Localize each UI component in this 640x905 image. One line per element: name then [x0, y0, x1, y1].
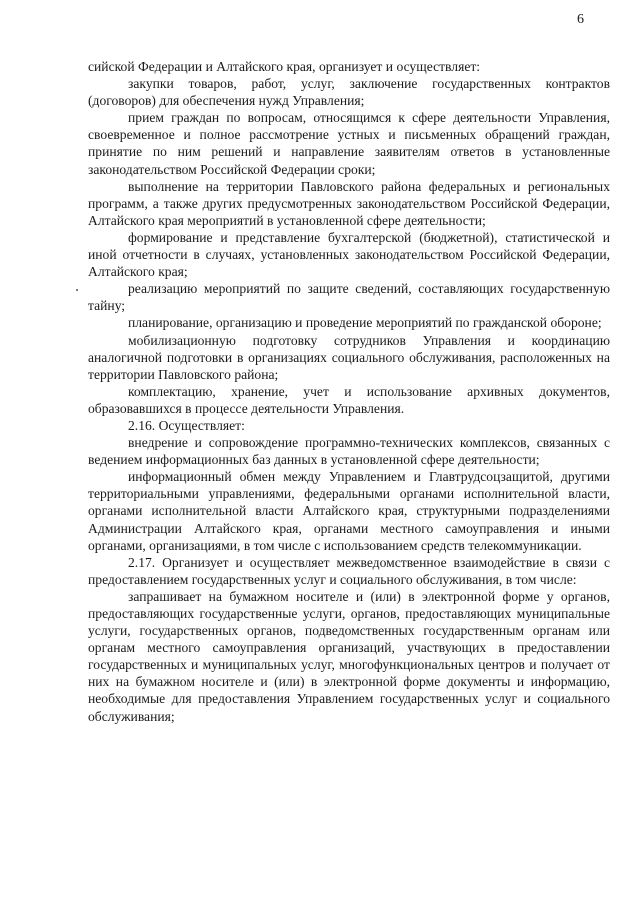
section-heading-2-16: 2.16. Осуществляет: [128, 417, 245, 433]
paragraph: реализацию мероприятий по защите сведений, составляющих государственную тайну; [88, 281, 610, 314]
paragraph: закупки товаров, работ, услуг, заключение государственных контрактов (договоров) для обеспечения нужд Управления; [88, 76, 610, 109]
paragraph: прием граждан по вопросам, относящимся к сфере деятельности Управления, своевременное и полное рассмотрение устных и письменных обращений граждан, принятие по ним решений и направление заявителям ответов в установленные законодательством Российской Федерации сроки; [88, 110, 610, 177]
document-body [88, 58, 610, 725]
paragraph: информационный обмен между Управлением и Главтрудсоцзащитой, другими территориальными управлениями, федеральными органами исполнительной власти, органами исполнительной власти Алтайского края, структурными подразделениями Администрации Алтайского края, органами местного самоуправления и иными органами, организациями, в том числе с использованием средств телекоммуникации. [88, 469, 610, 553]
scan-speck [76, 289, 78, 291]
page-number: 6 [577, 12, 584, 27]
paragraph: мобилизационную подготовку сотрудников Управления и координацию аналогичной подготовки в организациях социального обслуживания, расположенных на территории Павловского района; [88, 332, 610, 382]
paragraph: планирование, организацию и проведение мероприятий по гражданской обороне; [128, 315, 602, 331]
paragraph: комплектацию, хранение, учет и использование архивных документов, образовавшихся в процессе деятельности Управления. [88, 383, 610, 416]
paragraph: сийской Федерации и Алтайского края, организует и осуществляет: [88, 59, 481, 74]
section-heading-2-17: 2.17. Организует и осуществляет межведомственное взаимодействие в связи с предоставлением государственных услуг и социального обслуживания, в том числе: [88, 554, 610, 587]
paragraph: запрашивает на бумажном носителе и (или) в электронной форме у органов, предоставляющих государственные услуги, органов, предоставляющих муниципальные услуги, государственных органов, подведомственных государственным органам или органам местного самоуправления организаций, участвующих в предоставлении государственных и муниципальных услуг, многофункциональных центров и получает от них на бумажном носителе и (или) в электронной форме документы и информацию, необходимые для предоставления Управлением государственных услуг и социального обслуживания; [88, 588, 610, 724]
paragraph: внедрение и сопровождение программно-технических комплексов, связанных с ведением информационных баз данных в установленной сфере деятельности; [88, 435, 610, 468]
paragraph: формирование и представление бухгалтерской (бюджетной), статистической и иной отчетности в случаях, установленных законодательством Российской Федерации, Алтайского края; [88, 229, 610, 280]
paragraph: выполнение на территории Павловского района федеральных и региональных программ, а также других предусмотренных законодательством Российской Федерации, Алтайского края мероприятий в установленной сфере деятельности; [88, 178, 610, 228]
